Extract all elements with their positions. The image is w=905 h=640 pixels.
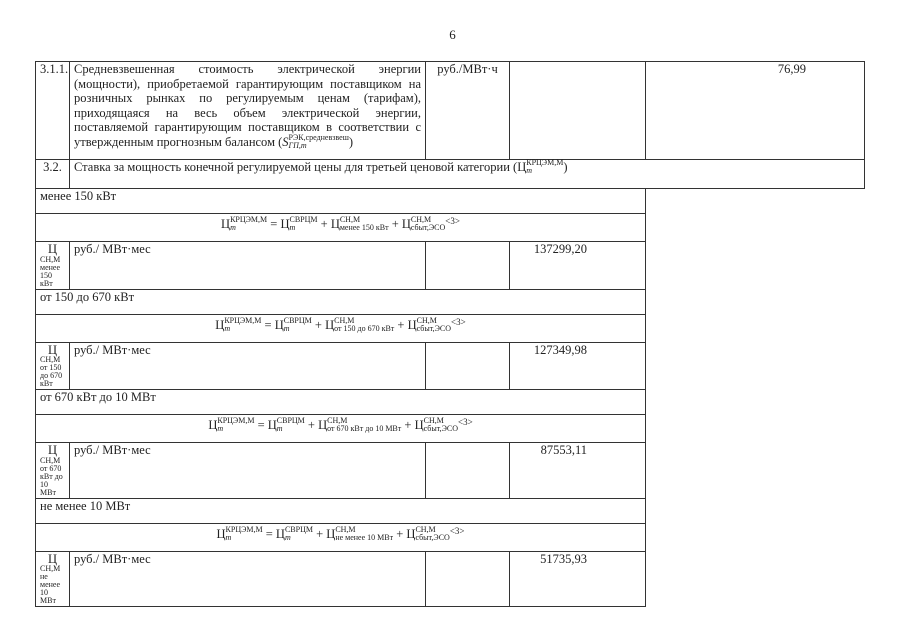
- formula-row: [36, 314, 865, 342]
- balance-symbol: S РЭК,средневзвеш ГП,m: [282, 132, 349, 150]
- value-cell: 87553,11: [510, 443, 646, 499]
- group-label-row: [36, 390, 865, 415]
- value-cell: 127349,98: [510, 342, 646, 390]
- tariff-table: [35, 61, 865, 607]
- group-label: не менее 10 МВт: [36, 498, 646, 523]
- value-cell: 137299,20: [510, 242, 646, 290]
- empty-cell: [426, 342, 510, 390]
- section-title: Ставка за мощность конечной регулируемой цены для третьей ценовой категории (Ц КРЦЭМ,М m ): [70, 160, 865, 189]
- value-row: [36, 443, 865, 499]
- component-symbol: Ц СН,М от 150 до 670 кВт: [36, 342, 70, 390]
- formula-row: [36, 415, 865, 443]
- group-label: от 150 до 670 кВт: [36, 289, 646, 314]
- table-row-3-2: [36, 160, 865, 189]
- unit-cell: руб./ МВт·мес: [70, 242, 426, 290]
- group-label: от 670 кВт до 10 МВт: [36, 390, 646, 415]
- component-symbol: Ц СН,М не менее 10 МВт: [36, 551, 70, 607]
- table-row-3-1-1: [36, 62, 865, 160]
- unit-cell: руб./МВт·ч: [426, 62, 510, 160]
- value-row: [36, 551, 865, 607]
- group-label-row: [36, 498, 865, 523]
- formula: Ц КРЦЭМ,М m = Ц СВРЦМ m + Ц СН,М менее 150 кВт + Ц СН,М сбыт,ЭСО $^{<3>}$: [36, 214, 646, 242]
- description-text: Средневзвешенная стоимость электрической энергии (мощности), приобретаемой гарантирующим поставщиком на розничных рынках по регулируемым ценам (тарифам), приходящаяся на весь объем электрической энергии, поставляемой гарантирующим поставщиком в соответствии с утвержденным прогнозным балансом (: [74, 62, 421, 149]
- formula: Ц КРЦЭМ,М m = Ц СВРЦМ m + Ц СН,М от 670 кВт до 10 МВт + Ц СН,М сбыт,ЭСО $^{<3>}$: [36, 415, 646, 443]
- formula: Ц КРЦЭМ,М m = Ц СВРЦМ m + Ц СН,М от 150 до 670 кВт + Ц СН,М сбыт,ЭСО $^{<3>}$: [36, 314, 646, 342]
- row-number: 3.2.: [36, 160, 70, 189]
- group-label-row: [36, 189, 865, 214]
- empty-cell: [510, 62, 646, 160]
- unit-cell: руб./ МВт·мес: [70, 342, 426, 390]
- value-row: [36, 242, 865, 290]
- formula-row: [36, 523, 865, 551]
- component-symbol: Ц СН,М от 670 кВт до 10 МВт: [36, 443, 70, 499]
- empty-cell: [426, 443, 510, 499]
- formula-row: [36, 214, 865, 242]
- empty-cell: [426, 551, 510, 607]
- value-cell: 76,99: [646, 62, 865, 160]
- component-symbol: Ц СН,М менее 150 кВт: [36, 242, 70, 290]
- group-label-row: [36, 289, 865, 314]
- empty-cell: [426, 242, 510, 290]
- row-description: Средневзвешенная стоимость электрической энергии (мощности), приобретаемой гарантирующим поставщиком на розничных рынках по регулируемым ценам (тарифам), приходящаяся на весь объем электрической энергии, поставляемой гарантирующим поставщиком в соответствии с утвержденным прогнозным балансом (S РЭК,средневзвеш ГП,m ): [70, 62, 426, 160]
- row-number: 3.1.1.: [36, 62, 70, 160]
- unit-cell: руб./ МВт·мес: [70, 443, 426, 499]
- page-number: 6: [449, 27, 456, 42]
- unit-cell: руб./ МВт·мес: [70, 551, 426, 607]
- formula: Ц КРЦЭМ,М m = Ц СВРЦМ m + Ц СН,М не менее 10 МВт + Ц СН,М сбыт,ЭСО $^{<3>}$: [36, 523, 646, 551]
- value-row: [36, 342, 865, 390]
- value-cell: 51735,93: [510, 551, 646, 607]
- group-label: менее 150 кВт: [36, 189, 646, 214]
